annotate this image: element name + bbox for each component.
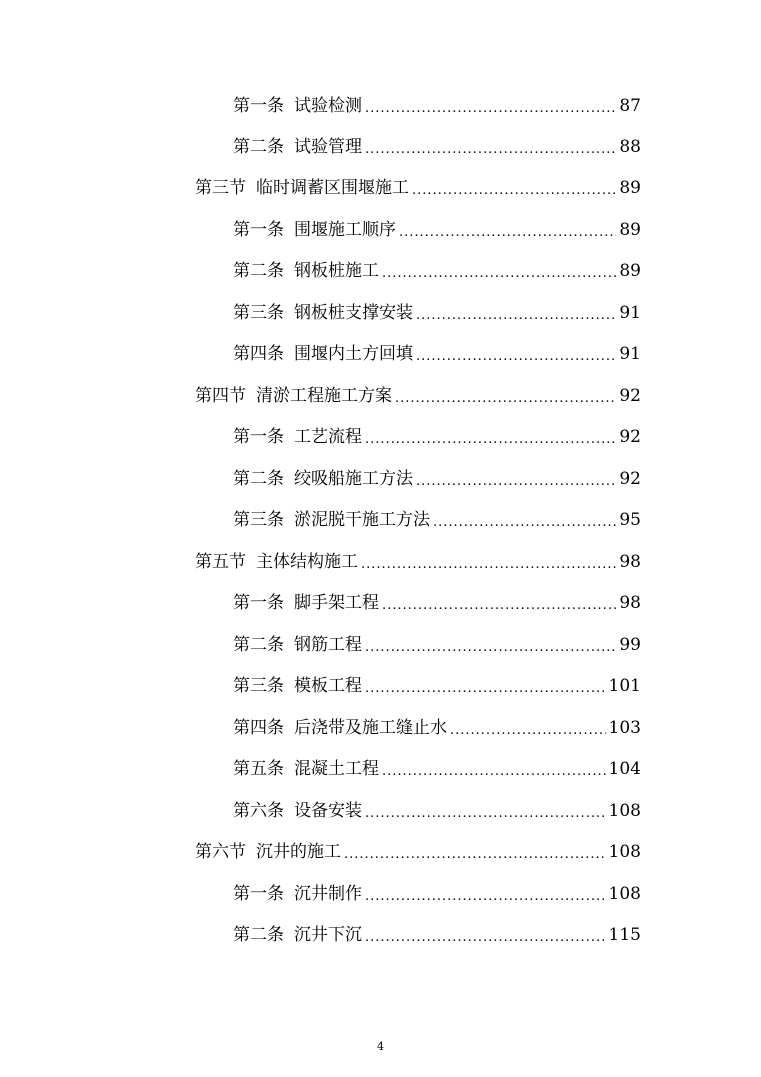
toc-entry-number: 第二条 bbox=[233, 924, 284, 945]
dot-leader bbox=[365, 102, 616, 124]
toc-entry[interactable] bbox=[0, 834, 641, 870]
toc-entry-number: 第四条 bbox=[233, 717, 284, 738]
toc-entry-title: 后浇带及施工缝止水 bbox=[294, 717, 447, 738]
dot-leader bbox=[365, 890, 606, 912]
toc-entry-number: 第一条 bbox=[233, 883, 284, 904]
toc-entry[interactable] bbox=[0, 751, 641, 787]
dot-leader bbox=[433, 516, 616, 538]
toc-entry-page: 89 bbox=[619, 177, 641, 198]
dot-leader bbox=[382, 267, 616, 289]
dot-leader bbox=[344, 848, 606, 870]
toc-entry[interactable] bbox=[0, 502, 641, 538]
toc-entry-title: 脚手架工程 bbox=[294, 592, 379, 613]
toc-entry[interactable] bbox=[0, 170, 641, 206]
dot-leader bbox=[412, 184, 616, 206]
toc-entry-title: 沉井的施工 bbox=[256, 841, 341, 862]
toc-entry-title: 主体结构施工 bbox=[256, 551, 358, 572]
toc-entry-title: 沉井制作 bbox=[294, 883, 362, 904]
dot-leader bbox=[382, 765, 606, 787]
toc-entry-page: 108 bbox=[608, 841, 641, 862]
toc-entry-page: 95 bbox=[619, 509, 641, 530]
toc-entry-page: 92 bbox=[619, 385, 641, 406]
dot-leader bbox=[399, 226, 616, 248]
toc-entry-page: 91 bbox=[619, 343, 641, 364]
toc-entry-title: 清淤工程施工方案 bbox=[256, 385, 392, 406]
dot-leader bbox=[361, 558, 616, 580]
dot-leader bbox=[416, 350, 616, 372]
toc-entry-title: 设备安装 bbox=[294, 800, 362, 821]
dot-leader bbox=[416, 475, 616, 497]
toc-entry-title: 钢筋工程 bbox=[294, 634, 362, 655]
dot-leader bbox=[382, 599, 616, 621]
toc-entry-title: 试验检测 bbox=[294, 95, 362, 116]
toc-entry-page: 99 bbox=[619, 634, 641, 655]
toc-entry[interactable] bbox=[0, 88, 641, 124]
toc-entry[interactable] bbox=[0, 585, 641, 621]
toc-entry[interactable] bbox=[0, 876, 641, 912]
toc-entry-page: 87 bbox=[619, 95, 641, 116]
toc-entry-page: 98 bbox=[619, 592, 641, 613]
toc-entry-title: 钢板桩支撑安装 bbox=[294, 302, 413, 323]
dot-leader bbox=[365, 641, 616, 663]
dot-leader bbox=[365, 807, 606, 829]
toc-entry-title: 临时调蓄区围堰施工 bbox=[256, 177, 409, 198]
dot-leader bbox=[395, 392, 616, 414]
toc-entry[interactable] bbox=[0, 668, 641, 704]
toc-entry-page: 104 bbox=[608, 758, 641, 779]
toc-entry-number: 第三条 bbox=[233, 509, 284, 530]
toc-entry-page: 115 bbox=[608, 924, 641, 945]
toc-entry-number: 第四节 bbox=[195, 385, 246, 406]
toc-entry-page: 92 bbox=[619, 426, 641, 447]
toc-entry-page: 89 bbox=[619, 219, 641, 240]
toc-entry-page: 98 bbox=[619, 551, 641, 572]
toc-entry-title: 混凝土工程 bbox=[294, 758, 379, 779]
toc-entry-number: 第三条 bbox=[233, 302, 284, 323]
toc-entry-title: 试验管理 bbox=[294, 136, 362, 157]
toc-entry-page: 101 bbox=[608, 675, 641, 696]
toc-entry-title: 钢板桩施工 bbox=[294, 260, 379, 281]
toc-entry-number: 第一条 bbox=[233, 426, 284, 447]
toc-entry-number: 第二条 bbox=[233, 136, 284, 157]
toc-entry-number: 第五条 bbox=[233, 758, 284, 779]
toc-entry-number: 第二条 bbox=[233, 468, 284, 489]
dot-leader bbox=[365, 143, 616, 165]
page-number: 4 bbox=[377, 1040, 384, 1053]
toc-entry-number: 第六节 bbox=[195, 841, 246, 862]
toc-entry-title: 沉井下沉 bbox=[294, 924, 362, 945]
toc-entry[interactable] bbox=[0, 253, 641, 289]
toc-entry[interactable] bbox=[0, 544, 641, 580]
dot-leader bbox=[365, 682, 606, 704]
toc-entry-page: 89 bbox=[619, 260, 641, 281]
toc-entry-number: 第一条 bbox=[233, 592, 284, 613]
toc-entry-number: 第一条 bbox=[233, 95, 284, 116]
toc-entry[interactable] bbox=[0, 917, 641, 953]
toc-entry-page: 91 bbox=[619, 302, 641, 323]
toc-entry-page: 92 bbox=[619, 468, 641, 489]
toc-entry-number: 第二条 bbox=[233, 634, 284, 655]
toc-entry-page: 88 bbox=[619, 136, 641, 157]
dot-leader bbox=[365, 931, 606, 953]
toc-entry[interactable] bbox=[0, 419, 641, 455]
toc-entry[interactable] bbox=[0, 710, 641, 746]
toc-entry-page: 108 bbox=[608, 883, 641, 904]
toc-entry-number: 第三条 bbox=[233, 675, 284, 696]
toc-entry[interactable] bbox=[0, 378, 641, 414]
toc-entry-number: 第二条 bbox=[233, 260, 284, 281]
dot-leader bbox=[365, 433, 616, 455]
toc-entry-title: 工艺流程 bbox=[294, 426, 362, 447]
toc-entry-number: 第六条 bbox=[233, 800, 284, 821]
toc-entry-title: 模板工程 bbox=[294, 675, 362, 696]
toc-entry[interactable] bbox=[0, 627, 641, 663]
toc-entry-title: 淤泥脱干施工方法 bbox=[294, 509, 430, 530]
toc-entry-page: 108 bbox=[608, 800, 641, 821]
toc-entry-number: 第三节 bbox=[195, 177, 246, 198]
toc-entry[interactable] bbox=[0, 295, 641, 331]
toc-entry-title: 围堰施工顺序 bbox=[294, 219, 396, 240]
toc-entry[interactable] bbox=[0, 336, 641, 372]
toc-entry[interactable] bbox=[0, 129, 641, 165]
dot-leader bbox=[416, 309, 616, 331]
toc-entry-number: 第四条 bbox=[233, 343, 284, 364]
toc-entry-number: 第五节 bbox=[195, 551, 246, 572]
toc-entry-number: 第一条 bbox=[233, 219, 284, 240]
dot-leader bbox=[450, 724, 606, 746]
toc-entry-page: 103 bbox=[608, 717, 641, 738]
toc-entry[interactable] bbox=[0, 793, 641, 829]
toc-entry[interactable] bbox=[0, 212, 641, 248]
toc-entry-title: 绞吸船施工方法 bbox=[294, 468, 413, 489]
toc-entry[interactable] bbox=[0, 461, 641, 497]
toc-entry-title: 围堰内土方回填 bbox=[294, 343, 413, 364]
